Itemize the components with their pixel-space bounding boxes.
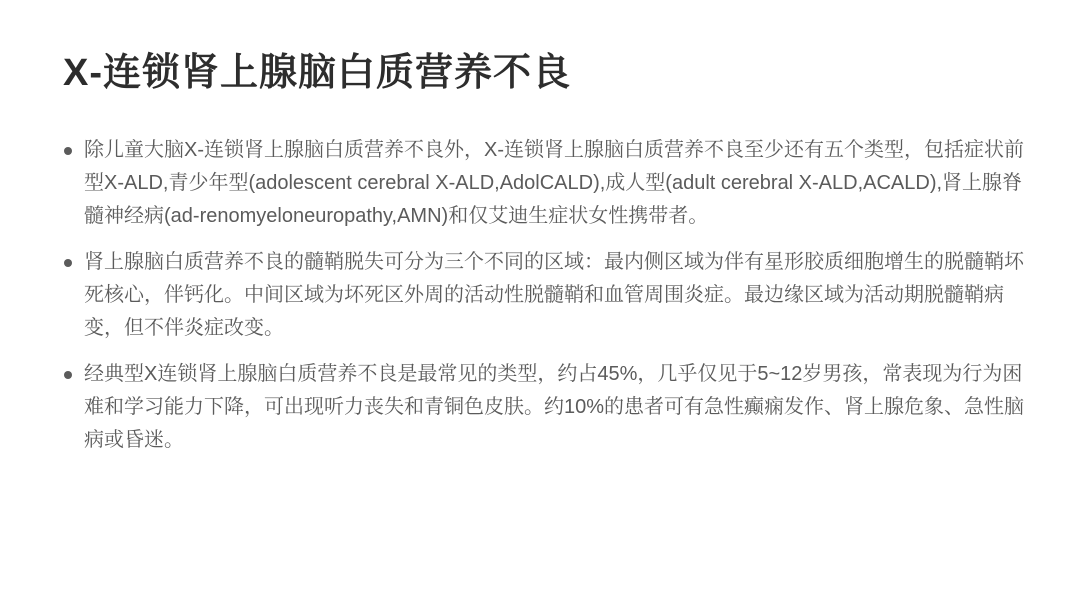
bullet-item-1	[63, 134, 1027, 233]
bullet-item-2	[63, 246, 1027, 345]
page-title: X-连锁肾上腺脑白质营养不良	[63, 52, 572, 94]
bullet-text-3: 经典型X连锁肾上腺脑白质营养不良是最常见的类型，约占45%，几乎仅见于5~12岁男孩，常表现为行为困难和学习能力下降，可出现听力丧失和青铜色皮肤。约10%的患者可有急性癫痫发作、肾上腺危象、急性脑病或昏迷。	[84, 362, 1025, 451]
bullet-item-3	[63, 358, 1027, 457]
bullet-dot-icon	[64, 259, 72, 267]
bullet-text-1: 除儿童大脑X-连锁肾上腺脑白质营养不良外，X-连锁肾上腺脑白质营养不良至少还有五个类型，包括症状前型X-ALD,青少年型(adolescent cerebral X-ALD,AdolCALD),成人型(adult cerebral X-ALD,ACALD),肾上腺脊髓神经病(ad-renomyeloneuropathy,AMN)和仅艾迪生症状女性携带者。	[84, 138, 1024, 227]
bullet-dot-icon	[64, 371, 72, 379]
bullet-list	[63, 134, 1027, 457]
bullet-dot-icon	[64, 147, 72, 155]
bullet-text-2: 肾上腺脑白质营养不良的髓鞘脱失可分为三个不同的区域：最内侧区域为伴有星形胶质细胞增生的脱髓鞘坏死核心，伴钙化。中间区域为坏死区外周的活动性脱髓鞘和血管周围炎症。最边缘区域为活动期脱髓鞘病变，但不伴炎症改变。	[84, 250, 1024, 339]
